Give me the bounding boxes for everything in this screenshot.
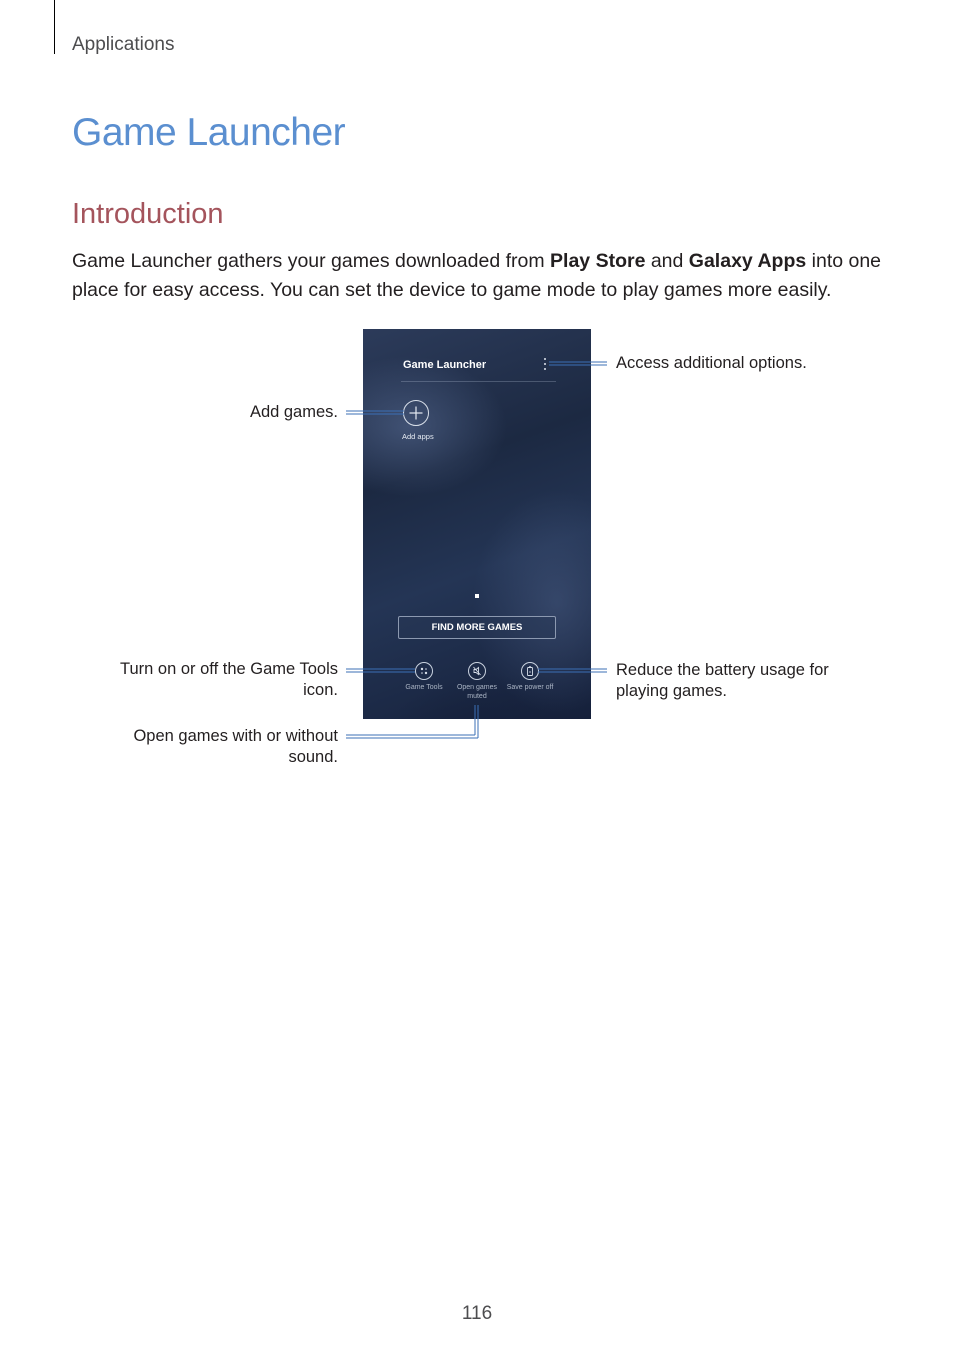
callout-more-options: Access additional options. xyxy=(616,354,807,372)
callout-add-games: Add games. xyxy=(249,403,338,421)
intro-paragraph xyxy=(72,247,892,304)
add-apps-label: Add apps xyxy=(402,432,434,441)
callout-sound: Open games with or without sound. xyxy=(133,727,338,766)
open-games-muted-label: Open games muted xyxy=(456,684,498,700)
callout-battery: Reduce the battery usage for playing games. xyxy=(616,661,829,700)
game-tools-label: Game Tools xyxy=(405,684,443,691)
play-store-label: Play Store xyxy=(550,250,646,272)
plus-icon xyxy=(404,401,428,425)
open-games-muted-toggle[interactable] xyxy=(451,662,503,701)
save-power-toggle[interactable] xyxy=(504,662,556,693)
intro-text-1: Game Launcher gathers your games downloaded from xyxy=(72,250,551,272)
game-launcher-screenshot xyxy=(363,329,591,719)
save-power-label: Save power off xyxy=(506,684,554,691)
page-number: 116 xyxy=(461,1303,493,1324)
header-rule xyxy=(54,0,55,54)
battery-icon xyxy=(521,662,539,680)
game-tools-toggle[interactable] xyxy=(398,662,450,693)
section-title-introduction: Introduction xyxy=(72,198,224,230)
app-title: Game Launcher xyxy=(403,359,487,371)
add-apps-button[interactable] xyxy=(403,400,429,426)
callout-game-tools: Turn on or off the Game Tools icon. xyxy=(120,660,338,699)
mute-icon xyxy=(468,662,486,680)
galaxy-apps-label: Galaxy Apps xyxy=(688,250,807,272)
divider xyxy=(401,381,556,382)
more-options-icon[interactable] xyxy=(543,358,547,372)
intro-text-3: into one place for easy access. You can set the device to game mode to play games more easily. xyxy=(72,250,882,301)
game-tools-icon xyxy=(415,662,433,680)
page-indicator xyxy=(475,594,479,598)
intro-text-2: and xyxy=(645,250,689,272)
find-more-games-button[interactable]: FIND MORE GAMES xyxy=(398,616,556,639)
page-title: Game Launcher xyxy=(72,111,346,154)
section-label: Applications xyxy=(72,34,175,55)
